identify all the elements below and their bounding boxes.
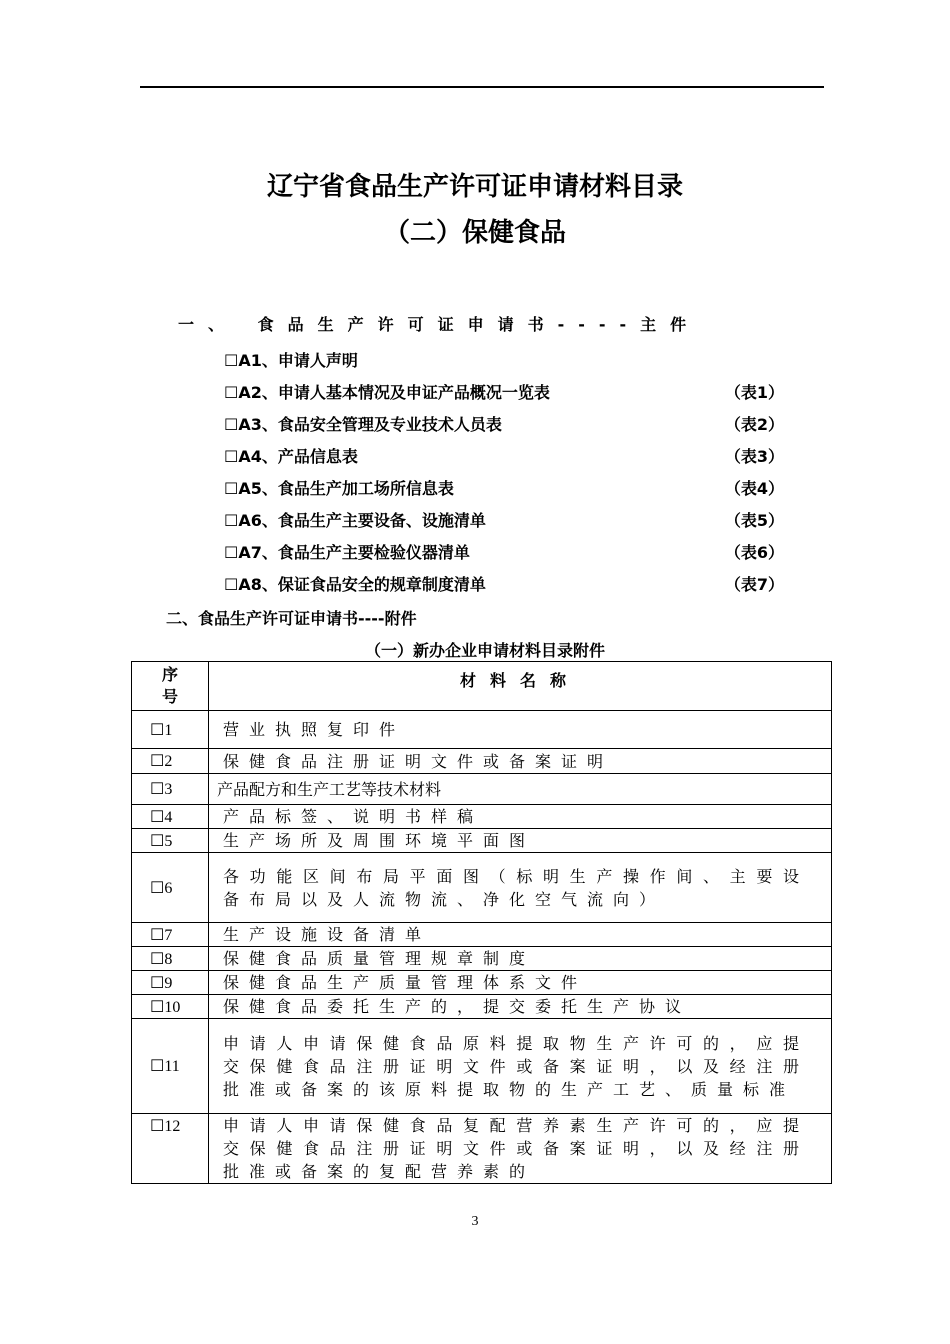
row-number: ☐9 <box>132 971 209 995</box>
row-number: ☐2 <box>132 749 209 774</box>
main-item-label: ☐A8、保证食品安全的规章制度清单 <box>224 575 486 594</box>
row-material-name: 保健食品注册证明文件或备案证明 <box>209 749 832 774</box>
table-row <box>132 853 832 923</box>
main-item-a4 <box>224 445 784 469</box>
main-item-label: ☐A7、食品生产主要检验仪器清单 <box>224 543 470 562</box>
row-number: ☐6 <box>132 853 209 923</box>
main-item-a2 <box>224 381 784 405</box>
row-material-name: 生产设施设备清单 <box>209 923 832 947</box>
column-header-number-line2: 号 <box>161 687 178 706</box>
table-row <box>132 995 832 1019</box>
main-item-table-ref: （表5） <box>724 511 784 530</box>
main-item-table-ref: （表7） <box>724 575 784 594</box>
row-material-name: 产品配方和生产工艺等技术材料 <box>209 774 832 805</box>
row-material-name: 保健食品生产质量管理体系文件 <box>209 971 832 995</box>
table-row <box>132 805 832 829</box>
section-1-heading: 一、 食品生产许可证申请书----主件 <box>178 315 701 334</box>
row-material-name: 申请人申请保健食品原料提取物生产许可的，应提交保健食品注册证明文件或备案证明，以及经注册批准或备案的该原料提取物的生产工艺、质量标准 <box>209 1019 832 1114</box>
main-item-a1 <box>224 349 784 373</box>
main-item-label: ☐A3、食品安全管理及专业技术人员表 <box>224 415 502 434</box>
main-item-a6 <box>224 509 784 533</box>
table-row <box>132 749 832 774</box>
main-item-a8 <box>224 573 784 597</box>
row-number: ☐3 <box>132 774 209 805</box>
main-item-table-ref: （表2） <box>724 415 784 434</box>
row-number: ☐8 <box>132 947 209 971</box>
row-number: ☐4 <box>132 805 209 829</box>
table-row <box>132 711 832 749</box>
table-row <box>132 971 832 995</box>
column-header-number <box>132 662 209 711</box>
row-material-name: 营业执照复印件 <box>209 711 832 749</box>
main-item-label: ☐A1、申请人声明 <box>224 351 358 370</box>
main-item-table-ref: （表6） <box>724 543 784 562</box>
row-number: ☐10 <box>132 995 209 1019</box>
table-row <box>132 1019 832 1114</box>
table-row <box>132 1114 832 1184</box>
document-title: 辽宁省食品生产许可证申请材料目录 <box>266 172 683 202</box>
row-material-name: 申请人申请保健食品复配营养素生产许可的，应提交保健食品注册证明文件或备案证明，以及经注册批准或备案的复配营养素的 <box>209 1114 832 1184</box>
row-material-name: 保健食品委托生产的，提交委托生产协议 <box>209 995 832 1019</box>
row-material-name: 生产场所及周围环境平面图 <box>209 829 832 853</box>
row-number: ☐1 <box>132 711 209 749</box>
column-header-number-line1: 序 <box>161 665 178 684</box>
row-number: ☐11 <box>132 1019 209 1114</box>
table-caption: （一）新办企业申请材料目录附件 <box>364 641 605 660</box>
row-number: ☐7 <box>132 923 209 947</box>
main-item-label: ☐A4、产品信息表 <box>224 447 358 466</box>
page-number: 3 <box>471 1214 479 1229</box>
materials-table <box>131 661 832 1184</box>
table-row <box>132 923 832 947</box>
row-number: ☐12 <box>132 1114 209 1184</box>
main-item-a5 <box>224 477 784 501</box>
main-item-a7 <box>224 541 784 565</box>
main-item-label: ☐A5、食品生产加工场所信息表 <box>224 479 454 498</box>
header-rule <box>140 86 824 88</box>
table-row <box>132 947 832 971</box>
table-row <box>132 774 832 805</box>
table-row <box>132 829 832 853</box>
table-header-row <box>132 662 832 711</box>
row-material-name: 产品标签、说明书样稿 <box>209 805 832 829</box>
row-material-name: 保健食品质量管理规章制度 <box>209 947 832 971</box>
row-number: ☐5 <box>132 829 209 853</box>
column-header-name: 材料名称 <box>209 662 832 711</box>
main-item-a3 <box>224 413 784 437</box>
row-material-name: 各功能区间布局平面图（标明生产操作间、主要设备布局以及人流物流、净化空气流向） <box>209 853 832 923</box>
main-item-label: ☐A2、申请人基本情况及申证产品概况一览表 <box>224 383 550 402</box>
main-item-label: ☐A6、食品生产主要设备、设施清单 <box>224 511 486 530</box>
main-item-table-ref: （表3） <box>724 447 784 466</box>
main-item-table-ref: （表1） <box>724 383 784 402</box>
section-2-heading: 二、食品生产许可证申请书----附件 <box>166 609 417 628</box>
main-item-table-ref: （表4） <box>724 479 784 498</box>
document-subtitle: （二）保健食品 <box>383 218 566 248</box>
